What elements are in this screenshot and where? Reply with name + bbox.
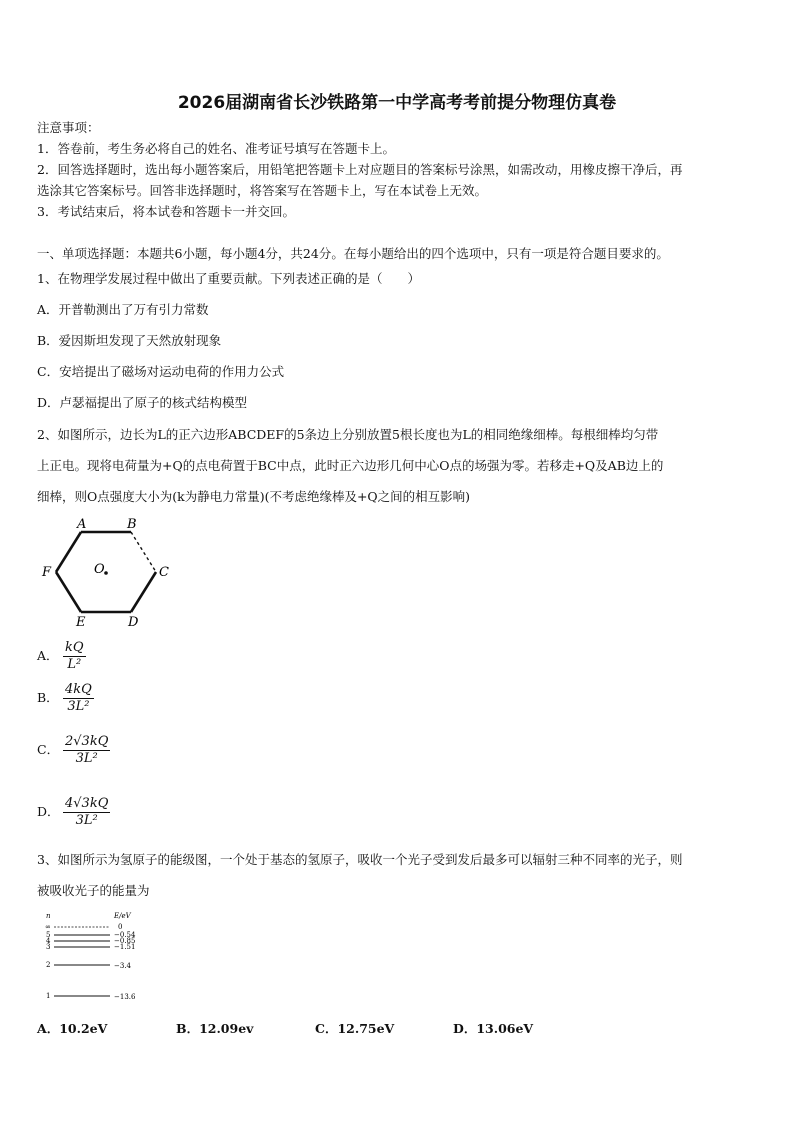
vertex-label-b: B (127, 517, 137, 532)
option-label: C． (37, 742, 60, 757)
level-n: ∞ (45, 923, 51, 931)
fraction-numerator: 4√3kQ (65, 796, 109, 811)
n-header: n (46, 912, 51, 920)
question-1-option-c: C．安培提出了磁场对运动电荷的作用力公式 (37, 364, 285, 379)
level-energy: −0.85 (114, 937, 136, 945)
hexagon-side-bc (131, 532, 156, 572)
level-n: 2 (46, 961, 51, 969)
hexagon-rod-fa (56, 532, 81, 572)
notice-item: 3．考试结束后，将本试卷和答题卡一并交回。 (37, 204, 295, 219)
option-label: A． (37, 648, 59, 663)
page-title: 2026届湖南省长沙铁路第一中学高考考前提分物理仿真卷 (177, 93, 617, 113)
hexagon-rod-cd (131, 572, 156, 612)
fraction-numerator: 4kQ (65, 682, 92, 697)
question-2-stem: 细棒，则O点强度大小为(k为静电力常量)(不考虑绝缘棒及+Q之间的相互影响) (37, 489, 471, 504)
question-1-stem: 1、在物理学发展过程中做出了重要贡献。下列表述正确的是（ ） (37, 271, 420, 286)
vertex-label-a: A (77, 517, 87, 532)
level-n: 3 (46, 943, 51, 951)
vertex-label-e: E (76, 615, 86, 630)
option-label: D． (37, 804, 60, 819)
question-2-option-a (37, 640, 86, 673)
question-3-option-b: B．12.09ev (176, 1021, 254, 1036)
hexagon-figure (38, 515, 178, 630)
option-fraction (63, 734, 110, 767)
level-energy: −0.54 (114, 931, 136, 939)
question-1-option-a: A．开普勒测出了万有引力常数 (37, 302, 209, 317)
hexagon-rod-ef (56, 572, 81, 612)
level-energy: −1.51 (114, 943, 136, 951)
notice-item: 选涂其它答案标号。回答非选择题时，将答案写在答题卡上，写在本试卷上无效。 (37, 183, 488, 198)
fraction-denominator: L² (67, 657, 82, 672)
fraction-denominator: 3L² (67, 699, 90, 714)
question-2-option-c (37, 734, 110, 767)
vertex-label-c: C (159, 565, 169, 580)
question-2-stem: 上正电。现将电荷量为+Q的点电荷置于BC中点，此时正六边形几何中心O点的场强为零。若移走+Q及AB边上的 (37, 458, 664, 473)
option-fraction (63, 796, 110, 829)
vertex-label-d: D (128, 615, 139, 630)
notice-item: 2．回答选择题时，选出每小题答案后，用铅笔把答题卡上对应题目的答案标号涂黑，如需改动，用橡皮擦干净后，再 (37, 162, 683, 177)
level-n: 1 (46, 992, 51, 1000)
question-3-stem: 3、如图所示为氢原子的能级图，一个处于基态的氢原子，吸收一个光子受到发后最多可以辐射三种不同率的光子，则 (37, 852, 683, 867)
fraction-denominator: 3L² (75, 751, 98, 766)
notice-item: 1．答卷前，考生务必将自己的姓名、准考证号填写在答题卡上。 (37, 141, 395, 156)
level-energy: 0 (118, 923, 123, 931)
fraction-numerator: 2√3kQ (65, 734, 109, 749)
option-fraction (63, 640, 86, 673)
question-2-option-d (37, 796, 110, 829)
fraction-numerator: kQ (65, 640, 84, 655)
question-1-option-b: B．爱因斯坦发现了天然放射现象 (37, 333, 222, 348)
energy-level-diagram (40, 910, 150, 1005)
question-1-option-d: D．卢瑟福提出了原子的核式结构模型 (37, 395, 248, 410)
level-n: 5 (46, 931, 51, 939)
option-fraction (63, 682, 94, 715)
question-3-option-c: C．12.75eV (315, 1021, 395, 1036)
notice-heading: 注意事项： (37, 120, 100, 135)
section-heading: 一、单项选择题：本题共6小题，每小题4分，共24分。在每小题给出的四个选项中，只有一项是符合题目要求的。 (37, 246, 669, 261)
question-2-option-b (37, 682, 94, 715)
level-energy: −3.4 (114, 962, 131, 970)
fraction-denominator: 3L² (75, 813, 98, 828)
question-3-option-a: A．10.2eV (37, 1021, 108, 1036)
question-3-stem: 被吸收光子的能量为 (37, 883, 150, 898)
center-point (104, 571, 108, 575)
level-energy: −13.6 (114, 993, 136, 1001)
level-n: 4 (46, 937, 51, 945)
vertex-label-f: F (42, 565, 52, 580)
question-2-stem: 2、如图所示，边长为L的正六边形ABCDEF的5条边上分别放置5根长度也为L的相同绝缘细棒。每根细棒均匀带 (37, 427, 659, 442)
energy-header: E/eV (114, 912, 131, 920)
option-label: B． (37, 690, 59, 705)
center-label-o: O (94, 562, 105, 577)
question-3-option-d: D．13.06eV (453, 1021, 534, 1036)
